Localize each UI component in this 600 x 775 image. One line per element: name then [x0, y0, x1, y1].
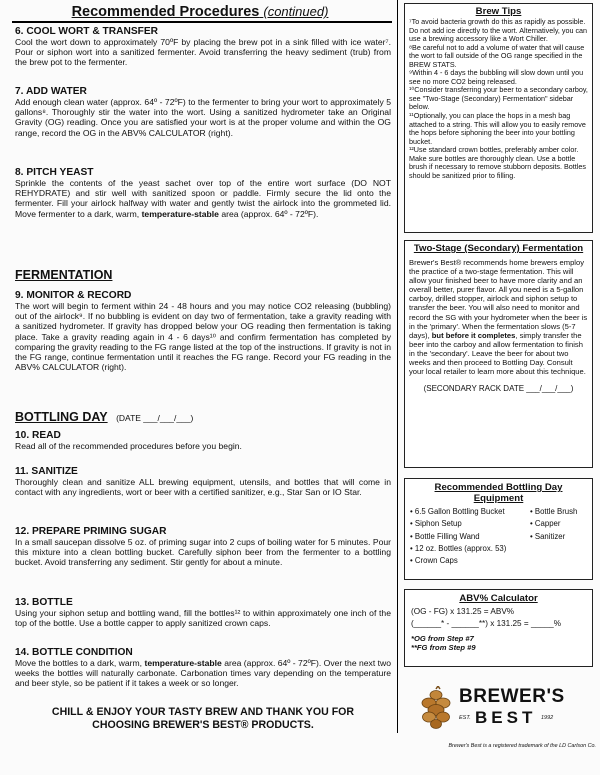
equipment-list-right: [530, 506, 577, 543]
step-9: [15, 290, 391, 372]
equipment-item: • 6.5 Gallon Bottling Bucket: [410, 507, 505, 516]
trademark-footer: Brewer's Best is a registered trademark of the LD Carlson Co.: [448, 743, 596, 749]
equipment-box: [404, 478, 593, 580]
equipment-item: • Sanitizer: [530, 531, 566, 541]
step-14-text-a: Move the bottles to a dark, warm,: [15, 658, 145, 668]
brew-tips-box: [404, 3, 593, 233]
two-stage-text-b: , simply transfer the beer into the carboy and allow fermentation to finish in the 'secondary'. Leave the beer for about two weeks and then proceed to Bottling Day. Consult your local retailer to learn more about this technique.: [409, 330, 586, 377]
logo-name-2: BEST: [475, 708, 537, 727]
equipment-item: • Bottle Brush: [530, 507, 578, 516]
step-12-text: In a small saucepan dissolve 5 oz. of priming sugar into 2 cups of boiling water for 5 minutes. Pour this mixture into a clean bottling bucket. Carefully siphon beer from the fermenter to a bottling bucket. Avoid transferring any sediment. Stir gently for about a minute.: [15, 537, 391, 568]
two-stage-title: Two-Stage (Secondary) Fermentation: [413, 243, 584, 254]
step-14: [15, 647, 391, 689]
equipment-item: • Capper: [530, 519, 561, 529]
logo-name-1: BREWER'S: [459, 686, 565, 707]
step-13-text: Using your siphon setup and bottling wand, fill the bottles¹² to within approximately one inch of the top of the bottle. Use a bottle capper to apply sanitized crown caps.: [15, 608, 391, 629]
equipment-item: • 12 oz. Bottles (approx. 53): [410, 543, 507, 553]
step-7-text: Add enough clean water (approx. 64º - 72ºF) to the fermenter to bring your wort to approximately 5 gallons⁸. Thoroughly stir the water into the wort. Using a sanitized hydrometer take an Original Gravity (OG) reading. Once you are satisfied your wort is at the proper volume and within the OG range, record the OG in the ABV% CALCULATOR (right).: [15, 97, 391, 138]
step-6-title: 6. COOL WORT & TRANSFER: [15, 26, 159, 37]
logo-est: EST.: [459, 715, 471, 721]
step-8-text-a: Sprinkle the contents of the yeast sachet over top of the entire wort surface (DO NOT REHYDRATE) and stir well with sanitized spoon or paddle. Firmly secure the lid onto the fermenter. Fill your airlock halfway with water and gently twist the airlock into the grommeted lid. Move fermenter to a dark, warm,: [15, 178, 391, 219]
equipment-title-line-2: Equipment: [473, 493, 524, 504]
hop-icon: [417, 686, 455, 730]
closing-message: [15, 706, 391, 732]
step-8-bold: temperature-stable: [141, 208, 219, 219]
equipment-item: • Siphon Setup: [410, 519, 462, 529]
brew-tips-text: ⁷To avoid bacteria growth do this as rapidly as possible. Do not add ice directly to the wort. Alternatively, you can use a brewing accessory like a Wort Chiller. ⁸Be careful not to add a volume of water that will cause the wort to fall outside of the OG range specified in the BREW STATS. ⁹Within 4 - 6 days the bubbling will slow down until you see no more CO2 being released. ¹⁰Consider transferring your beer to a secondary carboy, see "Two-Stage (Secondary) Fermentation" sidebar below. ¹¹Optionally, you can place the hops in a mesh bag attached to a string. This will allow you to easily remove the hops before siphoning the beer into your bottling bucket. ¹²Use standard crown bottles, preferably amber color. Make sure bottles are thoroughly clean. Use a bottle brush if necessary to remove stubborn deposits. Bottles should be sanitized prior to filling.: [409, 17, 588, 180]
step-8-title: 8. PITCH YEAST: [15, 167, 94, 178]
step-13: [15, 597, 391, 628]
two-stage-text-a: Brewer's Best® recommends home brewers employ the practice of a two-stage fermentation. This will allow your finished beer to have more clarity and an overall better, purer flavor. All you need is a 5-gallon carboy, drilled stopper, airlock and siphon setup to transfer the beer. You will also need to monitor and record the SG with your hydrometer when the beer is in the 'primary'. When the fermentation slows (5-7 days),: [409, 258, 588, 340]
two-stage-bold: but before it completes: [431, 330, 516, 340]
step-9-title: 9. MONITOR & RECORD: [15, 290, 132, 301]
bottling-day-title: BOTTLING DAY: [15, 410, 108, 424]
step-7-title: 7. ADD WATER: [15, 86, 87, 97]
step-11-text: Thoroughly clean and sanitize ALL brewing equipment, utensils, and bottles that will come in contact with any ingredients, wort or beer with a certified sanitizer, e.g., Star San or IO Star.: [15, 477, 391, 498]
step-10-text: Read all of the recommended procedures before you begin.: [15, 441, 242, 451]
page-title: [12, 4, 388, 20]
step-6-text: Cool the wort down to approximately 70ºF by placing the brew pot in a sink filled with ice water⁷. Pour or siphon wort into a sanitized fermenter. Avoid transferring the heavy sediment (trub) from the brew pot to the fermenter.: [15, 37, 391, 68]
secondary-rack-date-field[interactable]: (SECONDARY RACK DATE ___/___/___): [423, 384, 574, 394]
column-divider: [397, 0, 398, 733]
brew-tips-title: Brew Tips: [475, 6, 522, 17]
abv-calculator-box: [404, 589, 593, 667]
fermentation-heading: FERMENTATION: [15, 268, 113, 282]
title-rule: [12, 21, 392, 23]
step-6: [15, 26, 391, 68]
step-7: [15, 86, 391, 138]
step-11: [15, 466, 391, 497]
abv-formula: (OG - FG) x 131.25 = ABV%: [411, 607, 515, 616]
closing-line-2: CHOOSING BREWER'S BEST® PRODUCTS.: [92, 719, 314, 731]
abv-note-og: *OG from Step #7: [411, 634, 474, 643]
step-10-title: 10. READ: [15, 430, 61, 441]
two-stage-text: [409, 258, 588, 376]
equipment-title-line-1: Recommended Bottling Day: [434, 482, 563, 493]
step-9-text: The wort will begin to ferment within 24 - 48 hours and you may notice CO2 releasing (bubbling) out of the airlock⁹. If no bubbling is evident on day two of fermentation, take a gravity reading with a sanitized hydrometer. If gravity has dropped below your OG reading then fermentation is taking place. Take a gravity reading again in 4 - 6 days¹⁰ and confirm fermentation has completed by comparing the gravity reading to the FG range listed at the top of the instructions. If gravity is not in the FG range, continue fermentation until it reaches the FG range. Record your FG reading in the ABV% CALCULATOR (right).: [15, 301, 391, 373]
step-12: [15, 526, 391, 568]
equipment-title: [410, 482, 587, 504]
step-14-bold: temperature-stable: [144, 658, 222, 668]
equipment-list-left: [410, 506, 506, 567]
abv-input-line[interactable]: (______* - ______**) x 131.25 = _____%: [411, 619, 561, 628]
bottling-day-heading: [15, 408, 193, 426]
bottling-date-field[interactable]: (DATE ___/___/___): [116, 413, 194, 423]
step-14-title: 14. BOTTLE CONDITION: [15, 647, 133, 658]
step-13-title: 13. BOTTLE: [15, 597, 73, 608]
closing-line-1: CHILL & ENJOY YOUR TASTY BREW AND THANK YOU FOR: [51, 706, 355, 718]
brewers-best-logo: [417, 684, 587, 732]
equipment-item: • Bottle Filling Wand: [410, 531, 480, 541]
equipment-item: • Crown Caps: [410, 556, 458, 566]
abv-note-fg: **FG from Step #9: [411, 643, 476, 652]
page-title-subtitle: (continued): [263, 4, 329, 19]
two-stage-box: [404, 240, 593, 468]
step-14-text: [15, 658, 391, 689]
step-10: [15, 430, 391, 451]
logo-year: 1992: [541, 715, 554, 721]
page-title-text: Recommended Procedures: [71, 4, 260, 20]
abv-title: ABV% Calculator: [459, 593, 538, 604]
step-11-title: 11. SANITIZE: [15, 466, 78, 477]
step-8-text: [15, 178, 391, 219]
step-12-title: 12. PREPARE PRIMING SUGAR: [15, 526, 167, 537]
step-14-text-b: area (approx. 64º - 72ºF). Over the next two weeks the bottles will naturally carbonate. Carbonation times vary depending on the temperature and beer style, so be patient if it takes a week or so longer.: [15, 658, 391, 689]
step-8-text-b: area (approx. 64º - 72ºF).: [218, 208, 319, 219]
step-8: [15, 167, 391, 219]
